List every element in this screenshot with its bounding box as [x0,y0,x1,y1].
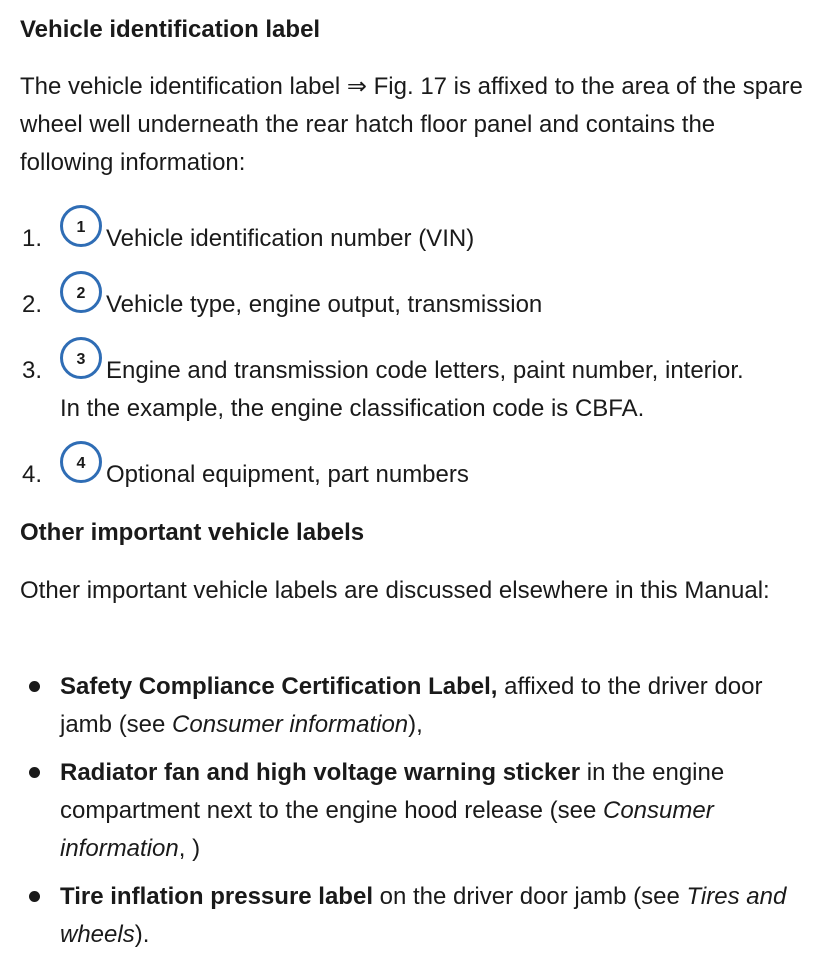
section-heading-other-important-vehicle-labels: Other important vehicle labels [20,519,365,546]
bullet-dot-icon [29,891,40,902]
list-item-number: 1. [22,225,43,252]
bullet-text [60,754,805,868]
list-item-3 [0,352,813,432]
list-item-text-continued: In the example, the engine classification code is CBFA. [60,395,645,422]
list-item-4 [0,456,813,496]
callout-4-icon [59,440,103,484]
bullet-end: , ) [178,835,201,862]
list-item-number: 3. [22,357,43,384]
bullet-end: ), [408,711,423,738]
callout-number: 2 [76,285,86,302]
section-heading-vehicle-identification-label: Vehicle identification label [20,16,321,43]
bullet-body: affixed to the driver door jamb (see [60,673,763,738]
bullet-body: in the engine compartment next to the engine hood release (see [60,759,725,824]
bullet-bold-term: Tire inflation pressure label [60,883,373,910]
list-item-2 [0,286,813,326]
list-item-text: Vehicle identification number (VIN) [106,225,475,252]
callout-2-icon [59,270,103,314]
callout-1-icon [59,204,103,248]
bullet-text [60,878,805,954]
cross-reference-link[interactable]: Tires and wheels [60,883,787,948]
callout-number: 3 [76,351,86,368]
callout-number: 1 [76,219,86,236]
intro-paragraph: The vehicle identification label ⇒ Fig. 17 is affixed to the area of the spare wheel well underneath the rear hatch floor panel and contains the following information: [20,73,803,176]
list-item-text: Vehicle type, engine output, transmission [106,291,543,318]
other-labels-paragraph: Other important vehicle labels are discussed elsewhere in this Manual: [20,577,770,604]
bullet-dot-icon [29,767,40,778]
list-item-1 [0,220,813,260]
callout-3-icon [59,336,103,380]
list-item-text: Engine and transmission code letters, paint number, interior. [106,357,744,384]
bullet-dot-icon [29,681,40,692]
cross-reference-link[interactable]: Consumer information [60,797,714,862]
list-item-number: 2. [22,291,43,318]
bullet-end: ). [134,921,150,948]
list-item-number: 4. [22,461,43,488]
bullet-body: on the driver door jamb (see [372,883,687,910]
list-item-text: Optional equipment, part numbers [106,461,469,488]
bullet-text [60,668,805,744]
bullet-bold-term: Safety Compliance Certification Label, [60,673,498,700]
cross-reference-link[interactable]: Consumer information [172,711,409,738]
bullet-bold-term: Radiator fan and high voltage warning sticker [60,759,581,786]
callout-number: 4 [76,455,86,472]
